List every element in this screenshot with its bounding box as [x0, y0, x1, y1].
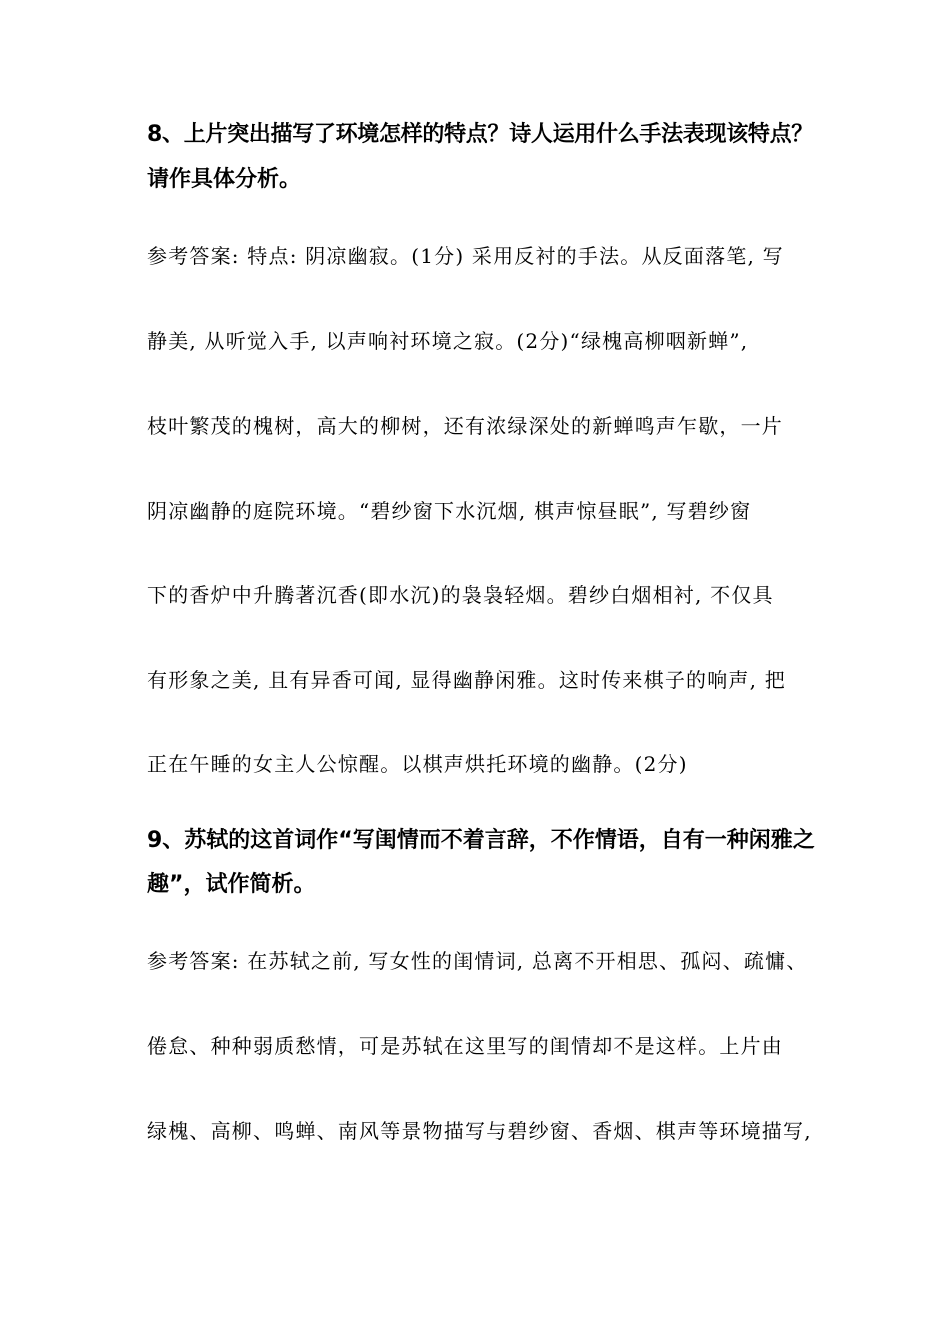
answer-9-line-1: 参考答案: 在苏轼之前, 写女性的闺情词, 总离不开相思、孤闷、疏慵、: [147, 949, 808, 973]
answer-8-line-5: 下的香炉中升腾著沉香(即水沉)的袅袅轻烟。碧纱白烟相衬, 不仅具: [147, 583, 774, 607]
answer-9-line-2: 倦怠、种种弱质愁情，可是苏轼在这里写的闺情却不是这样。上片由: [147, 1034, 783, 1058]
answer-8-line-4: 阴凉幽静的庭院环境。“碧纱窗下水沉烟, 棋声惊昼眠”, 写碧纱窗: [147, 499, 752, 523]
answer-8-line-3: 枝叶繁茂的槐树，高大的柳树，还有浓绿深处的新蝉鸣声乍歇，一片: [147, 414, 783, 438]
answer-8-line-7: 正在午睡的女主人公惊醒。以棋声烘托环境的幽静。(2分): [147, 752, 688, 776]
question-9-line-2: 趣”，试作简析。: [147, 872, 316, 897]
answer-9-line-3: 绿槐、高柳、鸣蝉、南风等景物描写与碧纱窗、香烟、棋声等环境描写,: [147, 1119, 812, 1143]
question-8-line-2: 请作具体分析。: [147, 167, 302, 192]
question-9-line-1: 9、苏轼的这首词作“写闺情而不着言辞，不作情语，自有一种闲雅之: [147, 828, 815, 853]
answer-8-line-6: 有形象之美, 且有异香可闻, 显得幽静闲雅。这时传来棋子的响声, 把: [147, 668, 786, 692]
answer-8-line-2: 静美, 从听觉入手, 以声响衬环境之寂。(2分)“绿槐高柳咽新蝉”,: [147, 329, 749, 353]
answer-8-line-1: 参考答案: 特点: 阴凉幽寂。(1分) 采用反衬的手法。从反面落笔, 写: [147, 244, 784, 268]
question-8-line-1: 8、上片突出描写了环境怎样的特点？诗人运用什么手法表现该特点？: [147, 122, 814, 147]
